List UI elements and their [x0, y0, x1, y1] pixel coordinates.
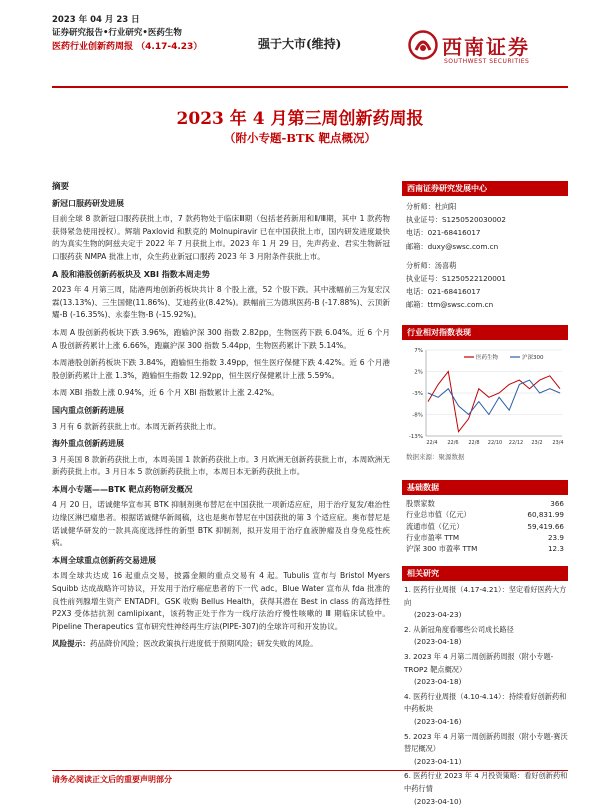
basic-data-key: 行业总市值（亿元） — [406, 510, 471, 520]
basic-data-key: 沪深 300 市盈率 TTM — [406, 544, 478, 554]
logo-cn: 西南证券 — [442, 35, 530, 59]
y-tick-label: -8% — [412, 412, 423, 419]
series-line — [428, 380, 560, 414]
legend-label: 沪深300 — [522, 355, 544, 361]
related-research-date: (2023-04-18) — [414, 637, 462, 647]
analyst-tel: 电话：021-68416017 — [406, 228, 481, 238]
analyst-name: 分析师：汤喜萌 — [406, 260, 457, 270]
related-research-date: (2023-04-23) — [414, 610, 462, 620]
basic-data-value: 23.9 — [547, 532, 564, 542]
performance-title: 行业相对指数表现 — [402, 325, 568, 340]
report-series: 医药行业创新药周报 （4.17-4.23） — [52, 42, 203, 52]
page-subtitle: （附小专题-BTK 靶点概况） — [223, 131, 377, 145]
y-tick-label: 7% — [414, 348, 423, 354]
related-research-text: 6. 医药行业 2023 年 4 月投资策略：看好创新药和中药行情 — [404, 771, 568, 793]
related-research-item[interactable] — [404, 691, 568, 729]
header-meta — [52, 14, 202, 54]
analyst-email[interactable]: 邮箱：duxy@swsc.com.cn — [406, 241, 499, 251]
section-heading: A 股和港股创新药板块及 XBI 指数本周走势 — [52, 269, 210, 279]
analyst-license: 执业证号：S1250522120001 — [406, 274, 506, 284]
basic-data-row — [402, 543, 568, 554]
basic-data-row — [402, 521, 568, 532]
related-research-item[interactable] — [404, 770, 568, 808]
industry-rating: 强于大市(维持) — [258, 37, 342, 51]
section-text: 目前全球 8 款新冠口服药获批上市，7 款药物处于临床Ⅲ期（包括老药新用和Ⅱ/Ⅲ期，其中 1 款药物获得紧急使用授权）。辉瑞 Paxlovid 和默克的 Molnupiravir 已在中国获批上市，国内研发进度最快的为真实生物的阿兹夫定于 2022 年 7 月获批上市。2023 年 1 月 29 日，先声药业、君实生物新冠口服药获 NMPA 批准上市，众生药业新冠口服药 2023 年 3 月附条件获批上市。 — [52, 214, 390, 261]
basic-data-row — [402, 532, 568, 543]
section-heading: 新冠口服药研发进展 — [52, 198, 124, 208]
legend-label: 医药生物 — [476, 355, 499, 361]
footer-disclaimer: 请务必阅读正文后的重要声明部分 — [52, 775, 172, 784]
chart-source: 数据来源：聚源数据 — [406, 453, 465, 461]
section-text: 3 月有 6 款新药获批上市。本周无新药获批上市。 — [52, 421, 221, 431]
risk-text: 药品降价风险；医改政策执行进度低于预期风险；研发失败的风险。 — [89, 639, 318, 649]
basic-data-value: 59,419.66 — [527, 521, 564, 531]
header-divider — [52, 86, 568, 88]
x-tick-label: 22/8 — [468, 440, 480, 446]
footer-divider — [52, 770, 568, 771]
logo-mark-icon — [408, 30, 438, 60]
main-content — [52, 181, 390, 656]
basic-data-title: 基础数据 — [402, 480, 568, 495]
x-tick-label: 23/4 — [552, 440, 564, 446]
logo-en: SOUTHWEST SECURITIES — [444, 58, 530, 65]
x-tick-label: 22/6 — [447, 440, 459, 446]
section-text: 本周 A 股创新药板块下跌 3.96%，跑输沪深 300 指数 2.82pp，生物医药下跌 6.04%。近 6 个月 A 股创新药累计上涨 6.66%，跑赢沪深 300 指数 5.44pp，生物医药累计下跌 5.14%。 — [52, 327, 390, 350]
y-tick-label: -3% — [412, 391, 423, 397]
section-text: 本周 XBI 指数上涨 0.94%，近 6 个月 XBI 指数累计上涨 2.42%。 — [52, 388, 279, 398]
related-research-item[interactable] — [404, 731, 568, 769]
section-heading: 海外重点创新药进展 — [52, 439, 124, 449]
basic-data-value: 366 — [550, 499, 564, 508]
x-tick-label: 22/12 — [508, 440, 524, 446]
series-line — [428, 372, 560, 432]
section-text: 3 月美国 8 款新药获批上市，本周美国 1 款新药获批上市。3 月欧洲无创新药获批上市，本周欧洲无新药获批上市。3 月日本 5 款创新药获批上市，本周日本无新药获批上市。 — [52, 454, 390, 477]
basic-data-key: 股票家数 — [406, 499, 435, 508]
basic-data-table — [402, 495, 568, 554]
report-date: 2023 年 04 月 23 日 — [52, 15, 140, 25]
basic-data-value: 12.3 — [547, 544, 564, 554]
sidebar — [402, 181, 568, 312]
page-title: 2023 年 4 月第三周创新药周报 — [176, 109, 424, 129]
analyst-email[interactable]: 邮箱：ttm@swsc.com.cn — [406, 300, 494, 310]
related-research-text: 1. 医药行业周报（4.17-4.21）：坚定看好医药大方向 — [404, 585, 567, 607]
related-research-date: (2023-04-18) — [414, 677, 462, 687]
analyst-license: 执业证号：S1250520030002 — [406, 215, 506, 225]
performance-chart — [402, 340, 568, 452]
related-research-item[interactable] — [404, 651, 568, 689]
y-tick-label: 2% — [414, 369, 423, 376]
related-research-text: 4. 医药行业周报（4.10-4.14）：持续看好创新药和中药板块 — [404, 691, 567, 714]
section-heading: 本周全球重点创新药交易进展 — [52, 555, 156, 565]
related-research-text: 5. 2023 年 4 月第一周创新药周报（附小专题-赛沃替尼概况） — [404, 731, 568, 754]
analyst-name: 分析师：杜向阳 — [406, 202, 457, 211]
basic-data-key: 流通市值（亿元） — [406, 521, 464, 531]
section-heading: 本周小专题——BTK 靶点药物研发概况 — [52, 484, 193, 494]
team-title: 西南证券研究发展中心 — [402, 181, 568, 196]
x-tick-label: 22/4 — [426, 440, 438, 446]
analyst-tel: 电话：021-68416017 — [406, 287, 481, 297]
related-research-text: 2. 从新冠角度看哪些公司成长路径 — [404, 624, 514, 634]
x-tick-label: 23/2 — [531, 440, 543, 446]
related-research-date: (2023-04-16) — [414, 716, 462, 726]
x-tick-label: 22/10 — [487, 440, 503, 446]
section-text: 本周港股创新药板块下跌 3.84%，跑输恒生指数 3.49pp，恒生医疗保健下跌 4.42%。近 6 个月港股创新药累计上涨 1.3%，跑输恒生指数 12.92pp，恒生医疗保健累计上涨 5.59%。 — [52, 358, 390, 380]
related-research-date: (2023-04-10) — [414, 796, 462, 806]
section-text: 2023 年 4 月第三周，陆港两地创新药板块共计 8 个股上涨，52 个股下跌。其中涨幅前三为复宏汉霖(13.13%)、三生国健(11.86%)、艾迪药业(8.42%)。跌幅前三为德琪医药-B (-17.88%)、云顶新耀-B (-16.35%)、永泰生物-B (-15.92%)。 — [52, 285, 390, 320]
risk-warning — [52, 638, 390, 651]
related-research-date: (2023-04-11) — [414, 756, 462, 766]
related-research-panel — [402, 566, 568, 810]
related-research-title: 相关研究 — [402, 566, 568, 581]
report-category: 证券研究报告•行业研究•医药生物 — [52, 28, 182, 38]
section-text: 本周全球共达成 16 起重点交易，披露金额的重点交易有 4 起。Tubulis 宣布与 Bristol Myers Squibb 达成战略许可协议，开发用于治疗癌症患者的下一代 adc。Blue Water 宣布从 fda 批准的良性前列腺增生资产 ENTADFI。GSK 收购 Bellus Health，获得其潜在 Best in class 的高选择性 P2X3 受体拮抗剂 camlipixant，该药物正处于作为一线疗法治疗慢性咳嗽的 Ⅲ 期临床试验中。Pipeline Therapeutics 宣布研究性神经再生疗法(PIPE-307)的全球许可和开发协议。 — [52, 571, 390, 631]
related-research-list — [402, 581, 568, 808]
company-logo — [408, 28, 568, 72]
basic-data-key: 行业市盈率 TTM — [406, 532, 460, 542]
related-research-item[interactable] — [404, 624, 568, 649]
y-tick-label: -13% — [408, 434, 423, 440]
related-research-item[interactable] — [404, 584, 568, 622]
summary-label: 摘要 — [52, 182, 70, 192]
section-text: 4 月 20 日，诺诚健华宣布其 BTK 抑制剂奥布替尼在中国获批一项新适应症，用于治疗复发/难治性边缘区淋巴瘤患者。根据诺诚健华新闻稿，这也是奥布替尼在中国获批的第 3 个适应症。奥布替尼是诺诚健华研发的一款具高度选择性的新型 BTK 抑制剂，拟开发用于治疗血液肿瘤及自身免疫性疾病。 — [52, 500, 390, 548]
basic-data-row — [402, 498, 568, 509]
basic-data-row — [402, 509, 568, 520]
risk-label: 风险提示： — [52, 639, 90, 649]
performance-panel — [402, 325, 568, 461]
related-research-text: 3. 2023 年 4 月第二周创新药周报（附小专题-TROP2 靶点概况） — [404, 651, 554, 674]
performance-chart-wrap — [402, 340, 568, 452]
section-heading: 国内重点创新药进展 — [52, 405, 124, 415]
basic-data-panel — [402, 480, 568, 554]
analyst-info — [402, 196, 568, 312]
basic-data-value: 60,831.99 — [527, 510, 564, 520]
